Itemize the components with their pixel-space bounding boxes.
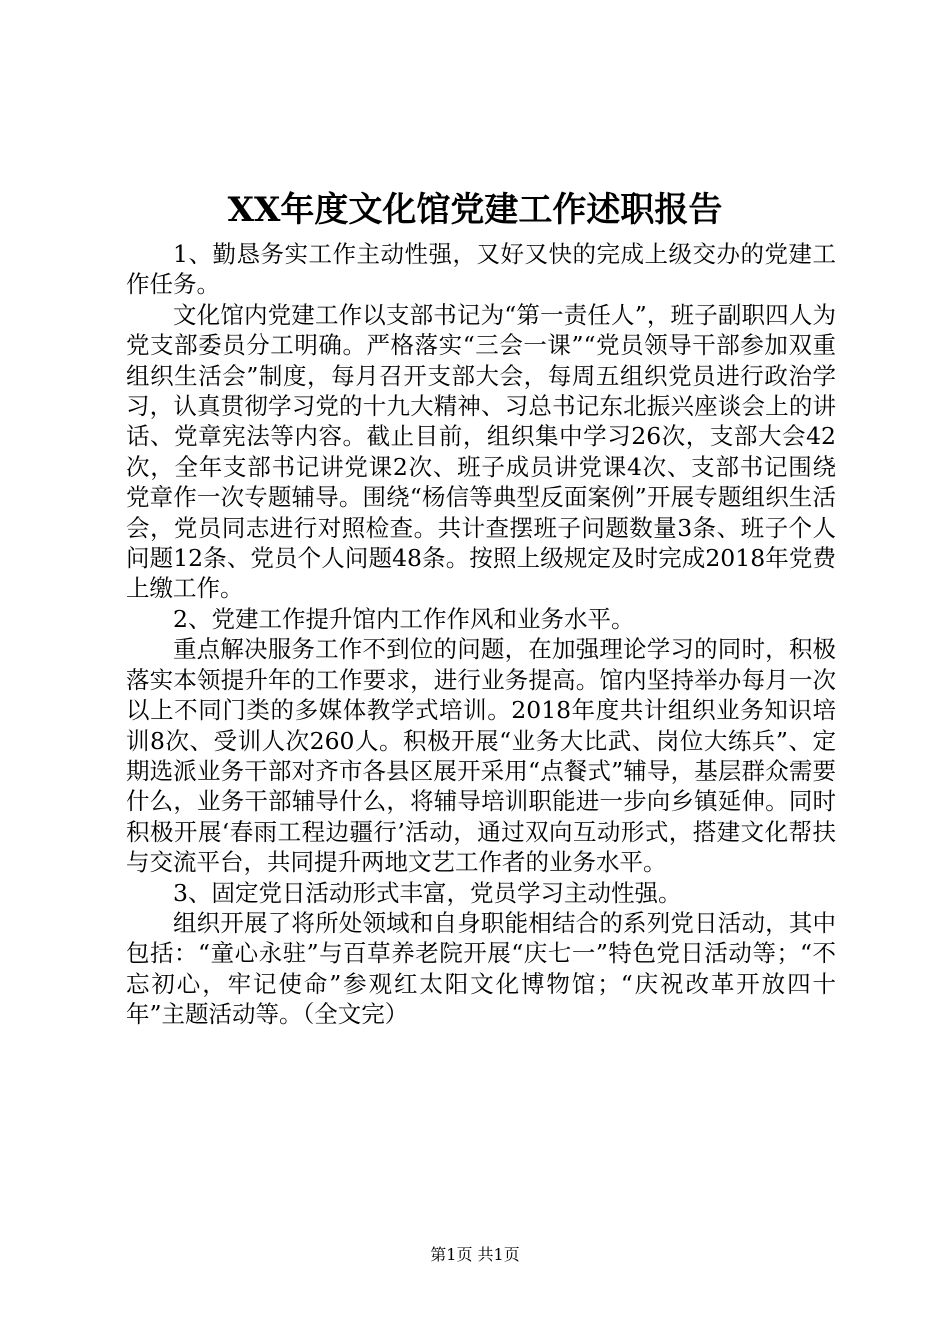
page-number-footer: 第1页 共1页 [430,1245,520,1264]
paragraph-section-1-heading: 1、勤恳务实工作主动性强，又好又快的完成上级交办的党建工作任务。 [126,240,836,299]
paragraph-section-2-heading: 2、党建工作提升馆内工作作风和业务水平。 [173,604,635,633]
document-body [126,239,836,1030]
paragraph-section-1-body: 文化馆内党建工作以支部书记为“第一责任人”，班子副职四人为党支部委员分工明确。严格落实“三会一课”“党员领导干部参加双重组织生活会”制度，每月召开支部大会，每周五组织党员进行政治学习，认真贯彻学习党的十九大精神、习总书记东北振兴座谈会上的讲话、党章宪法等内容。截止目前，组织集中学习26次，支部大会42次，全年支部书记讲党课2次、班子成员讲党课4次、支部书记围绕党章作一次专题辅导。围绕“杨信等典型反面案例”开展专题组织生活会，党员同志进行对照检查。共计查摆班子问题数量3条、班子个人问题12条、党员个人问题48条。按照上级规定及时完成2018年党费上缴工作。 [126,300,836,603]
paragraph-section-3-heading: 3、固定党日活动形式丰富，党员学习主动性强。 [173,878,682,907]
paragraph-section-3-body: 组织开展了将所处领域和自身职能相结合的系列党日活动，其中包括：“童心永驻”与百草养老院开展“庆七一”特色党日活动等；“不忘初心，牢记使命”参观红太阳文化博物馆；“庆祝改革开放四十年”主题活动等。（全文完） [126,908,836,1029]
paragraph-section-2-body: 重点解决服务工作不到位的问题，在加强理论学习的同时，积极落实本领提升年的工作要求，进行业务提高。馆内坚持举办每月一次以上不同门类的多媒体教学式培训。2018年度共计组织业务知识培训8次、受训人次260人。积极开展“业务大比武、岗位大练兵”、定期选派业务干部对齐市各县区展开采用“点餐式”辅导，基层群众需要什么，业务干部辅导什么，将辅导培训职能进一步向乡镇延伸。同时积极开展‘春雨工程边疆行’活动，通过双向互动形式，搭建文化帮扶与交流平台，共同提升两地文艺工作者的业务水平。 [126,635,836,877]
document-title: XX年度文化馆党建工作述职报告 [227,190,723,230]
